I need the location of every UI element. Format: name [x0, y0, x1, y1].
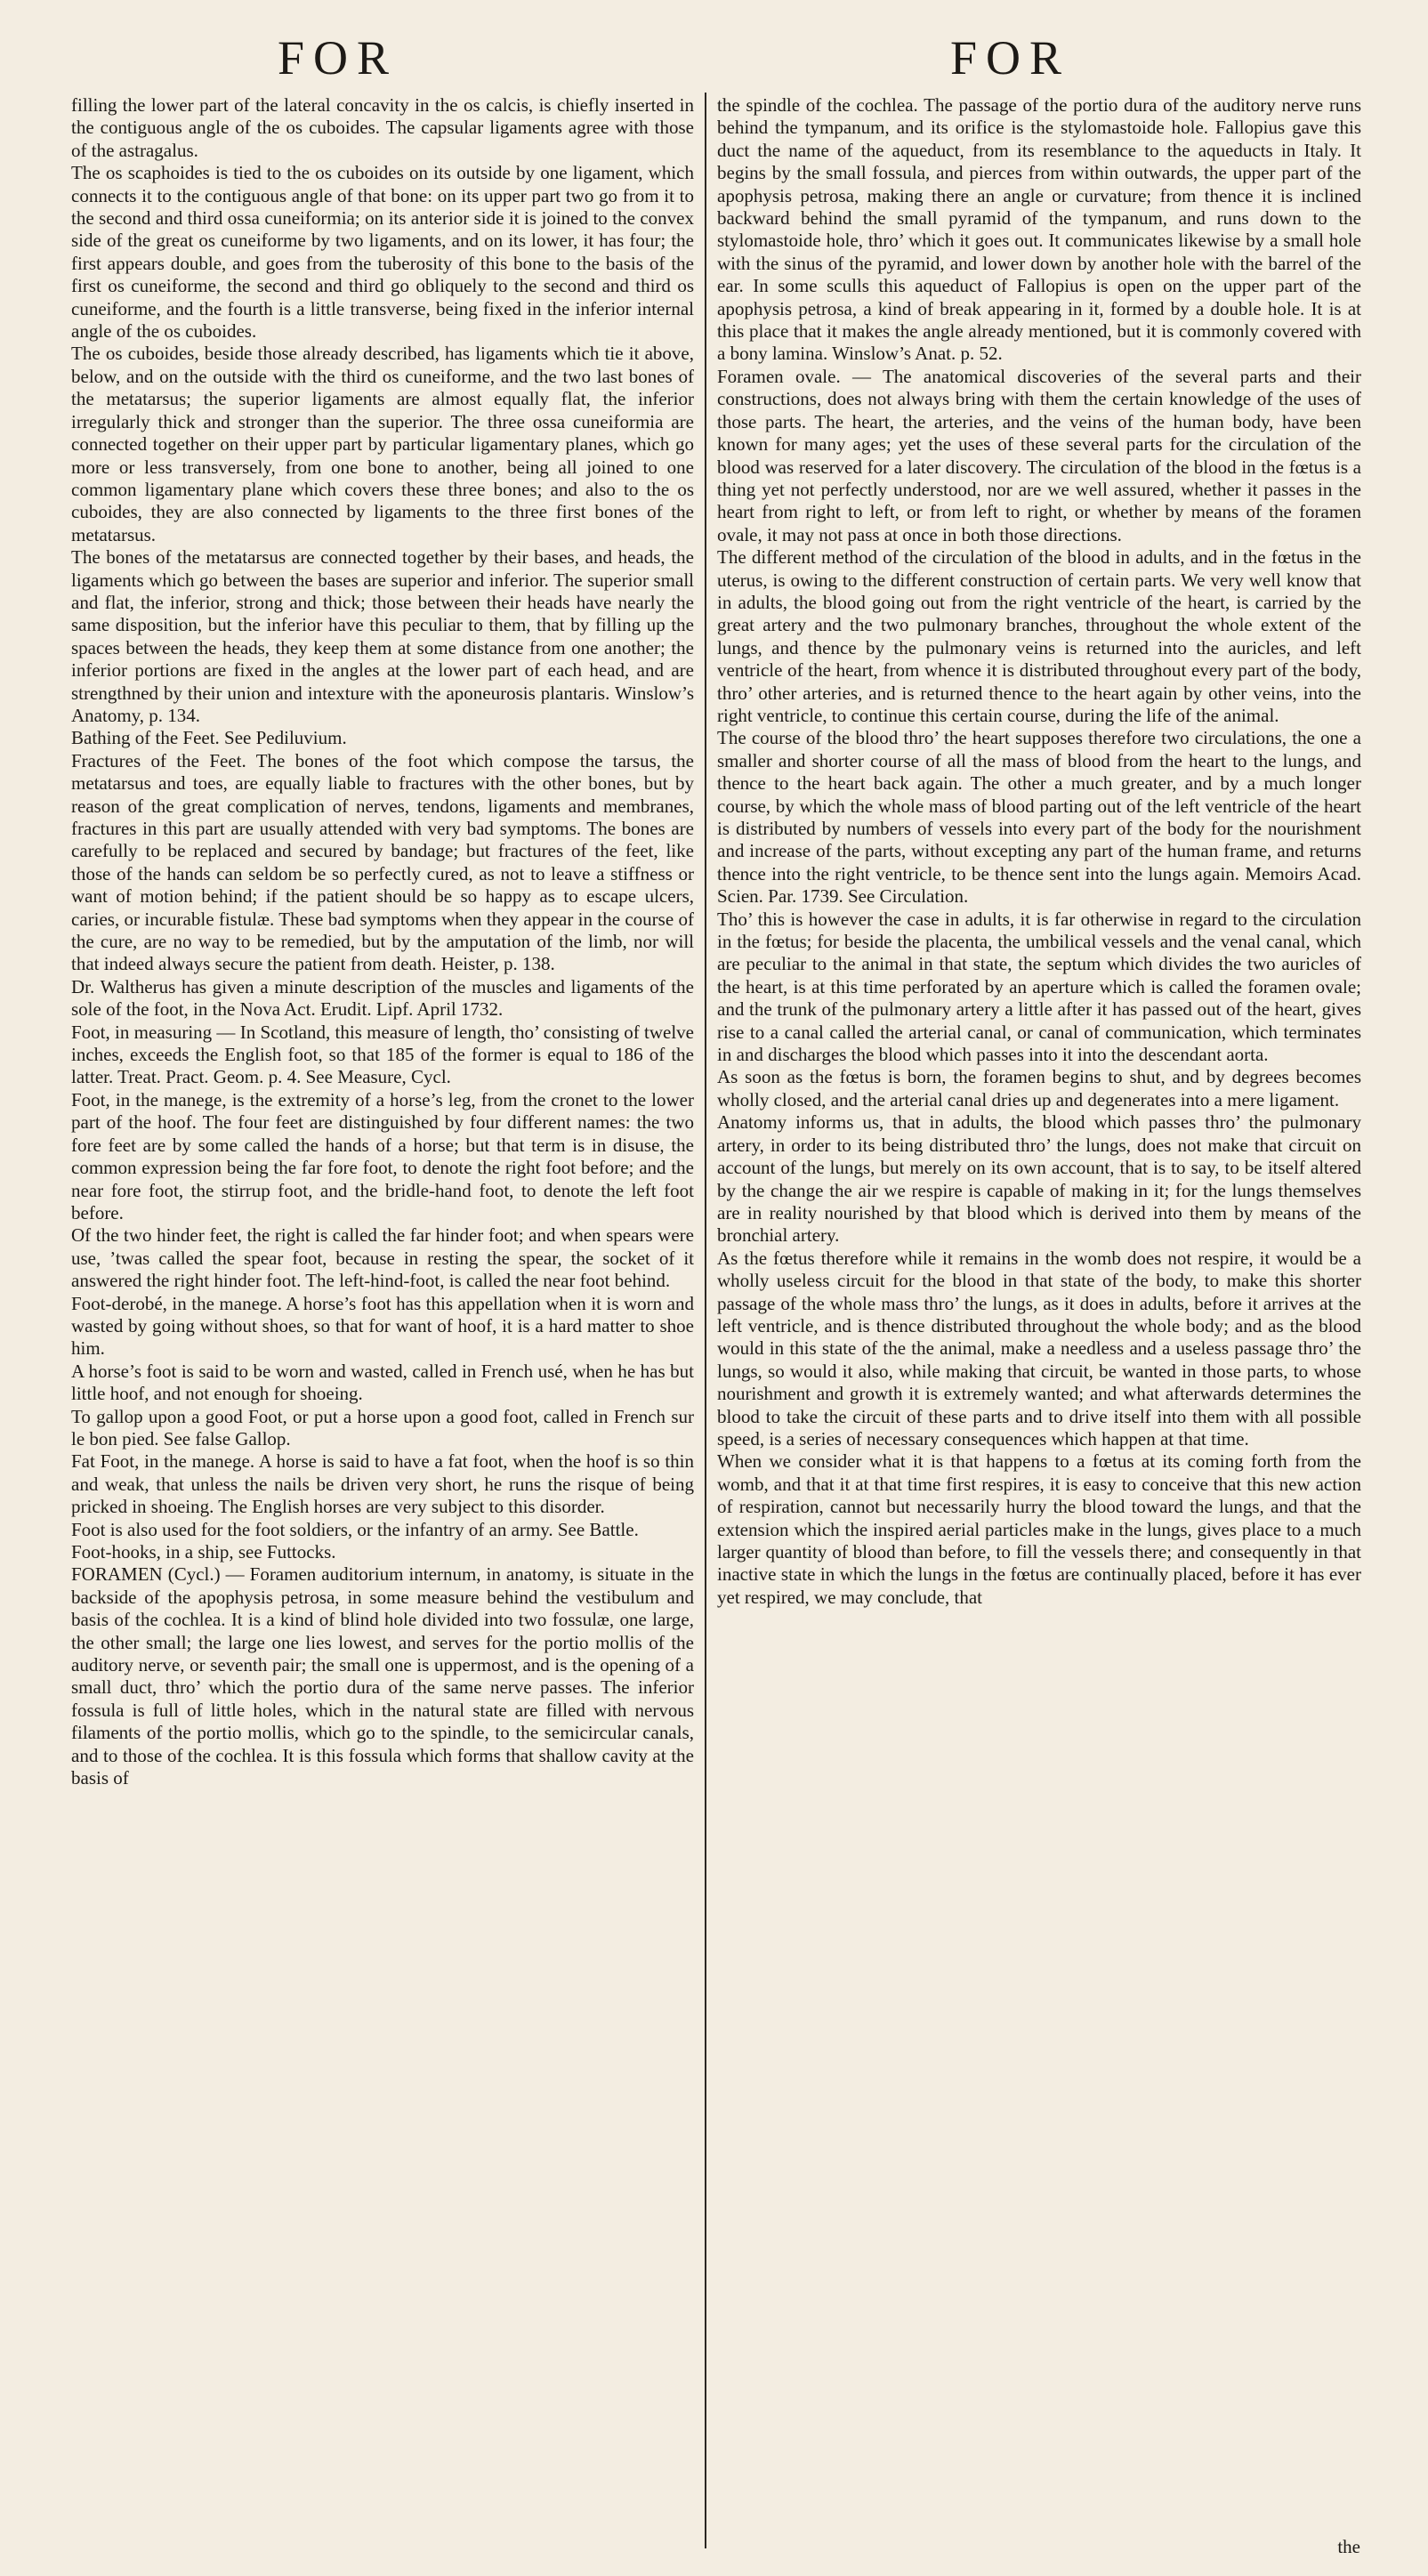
paragraph: Foot-derobé, in the manege. A horse’s foot has this appellation when it is worn and wasted by going without shoes, so that for want of hoof, it is a hard matter to shoe him. [71, 1292, 694, 1360]
catchword: the [1337, 2536, 1360, 2557]
paragraph: The different method of the circulation of the blood in adults, and in the fœtus in the uterus, is owing to the different construction of certain parts. We very well know that in adults, the blood going out from the right ventricle of the heart, is carried by the great artery and the two pulmonary branches, throughout the whole extent of the lungs, and thence by the pulmonary veins is returned into the auricles, and left ventricle of the heart, from whence it is distributed throughout every part of the body, thro’ other arteries, and is returned thence to the heart again by other veins, into the right ventricle, to continue this certain course, during the life of the animal. [717, 546, 1361, 726]
paragraph: A horse’s foot is said to be worn and wasted, called in French usé, when he has but little hoof, and not enough for shoeing. [71, 1360, 694, 1405]
paragraph: the spindle of the cochlea. The passage of the portio dura of the auditory nerve runs behind the tympanum, and its orifice is the stylomastoide hole. Fallopius gave this duct the name of the aqueduct, from its resemblance to the aqueducts in Italy. It begins by the small fossula, and pierces from within outwards, the upper part of the apophysis petrosa, making there an angle or curvature; from thence it is inclined backward behind the small pyramid of the tympanum, and runs down to the stylomastoide hole, thro’ which it goes out. It communicates likewise by a small hole with the sinus of the pyramid, and lower down by another hole with the barrel of the ear. In some sculls this aqueduct of Fallopius is open on the upper part of the apophysis petrosa, a kind of break appearing in it, formed by a double hole. It is at this place that it makes the angle already mentioned, but it is commonly covered with a bony lamina. Winslow’s Anat. p. 52. [717, 94, 1361, 365]
paragraph: Foot, in measuring — In Scotland, this measure of length, tho’ consisting of twelve inches, exceeds the English foot, so that 185 of the former is equal to 186 of the latter. Treat. Pract. Geom. p. 4. See Measure, Cycl. [71, 1021, 694, 1088]
paragraph: Dr. Waltherus has given a minute description of the muscles and ligaments of the sole of the foot, in the Nova Act. Erudit. Lipf. April 1732. [71, 975, 694, 1021]
right-column [717, 94, 1361, 2559]
paragraph: The os cuboides, beside those already described, has ligaments which tie it above, below, and on the outside with the third os cuneiforme, and the two last bones of the metatarsus; the superior ligaments are almost equally flat, the inferior irregularly thick and stronger than the superior. The three ossa cuneiformia are connected together on their upper part by particular ligamentary planes, which go more or less transversely, from one bone to another, being all joined to one common ligamentary plane which covers these three bones; and also to the os cuboides, they are also connected by ligaments to the three first bones of the metatarsus. [71, 343, 694, 545]
paragraph: The os scaphoides is tied to the os cuboides on its outside by one ligament, which connects it to the contiguous angle of that bone: on its upper part two go from it to the second and third ossa cuneiformia; on its anterior side it is joined to the convex side of the great os cuneiforme by two ligaments, and on its lower, it has four; the first appears double, and goes from the tuberosity of this bone to the basis of the first os cuneiforme, the second and third go obliquely to the second and third os cuneiforme, and the fourth is a little transverse, being fixed in the inferior internal angle of the os cuboides. [71, 162, 694, 343]
paragraph: When we consider what it is that happens to a fœtus at its coming forth from the womb, and that it at that time first respires, it is easy to conceive that this new action of respiration, cannot but necessarily hurry the blood toward the lungs, and that the extension which the inspired aerial particles make in the lungs, gives place to a much larger quantity of blood than before, to fill the vessels there; and consequently in that inactive state in which the lungs in the fœtus are continually placed, before it has ever yet respired, we may conclude, that [717, 1450, 1361, 1608]
paragraph: Tho’ this is however the case in adults, it is far otherwise in regard to the circulation in the fœtus; for beside the placenta, the umbilical vessels and the venal canal, which are peculiar to the animal in that state, the septum which divides the two auricles of the heart, is at this time perforated by an aperture which is called the foramen ovale; and the trunk of the pulmonary artery a little after it has passed out of the heart, gives rise to a canal called the arterial canal, or canal of communication, which terminates in and discharges the blood which passes into it into the descendant aorta. [717, 908, 1361, 1066]
paragraph: Foot is also used for the foot soldiers, or the infantry of an army. See Battle. [71, 1518, 639, 1540]
paragraph: The course of the blood thro’ the heart supposes therefore two circulations, the one a smaller and shorter course of all the mass of blood from the heart to the lungs, and thence to the heart back again. The other a much greater, and by a much longer course, by which the whole mass of blood parting out of the left ventricle of the heart is distributed by numbers of vessels into every part of the body for the nourishment and increase of the parts, without excepting any part of the human frame, and returns thence into the right ventricle, to be thence sent into the lungs again. Memoirs Acad. Scien. Par. 1739. See Circulation. [717, 727, 1361, 908]
paragraph: As the fœtus therefore while it remains in the womb does not respire, it would be a wholly useless circuit for the blood in that state of the body, to make this shorter passage of the whole mass thro’ the lungs, as it does in adults, before it arrives at the left ventricle, and is thence distributed throughout the whole body; and as the blood would in this state of the the animal, make a needless and a useless passage thro’ the lungs, so would it also, while making that circuit, be wanted in those parts, to whose nourishment and growth it is extremely wanted; and what afterwards determines the blood to take the circuit of these parts and to drive itself into them with all possible speed, is a series of necessary consequences which happen at that time. [717, 1247, 1361, 1450]
paragraph: Foot, in the manege, is the extremity of a horse’s leg, from the cronet to the lower part of the hoof. The four feet are distinguished by four different names: the two fore feet are by some called the hands of a horse; but that term is in disuse, the common expression being the far fore foot, to denote the right foot before; and the near fore foot, the stirrup foot, and the bridle-hand foot, to denote the left foot before. [71, 1088, 694, 1223]
running-head-left: FOR [278, 31, 399, 85]
paragraph: Fractures of the Feet. The bones of the foot which compose the tarsus, the metatarsus and toes, are equally liable to fractures with the other bones, but by reason of the great complication of nerves, tendons, ligaments and membranes, fractures in this part are usually attended with very bad symptoms. The bones are carefully to be replaced and secured by bandage; but fractures of the feet, like those of the hands can seldom be so perfectly cured, as not to leave a stiffness or want of motion behind; if the patient should be so happy as to escape ulcers, caries, or incurable fistulæ. These bad symptoms when they appear in the course of the cure, are no way to be remedied, but by the amputation of the limb, nor will that indeed always secure the patient from death. Heister, p. 138. [71, 749, 694, 975]
paragraph: Foramen ovale. — The anatomical discoveries of the several parts and their constructions, does not always bring with them the certain knowledge of the uses of those parts. The heart, the arteries, and the veins of the human body, have been known for many ages; yet the uses of these several parts for the circulation of the blood was reserved for a later discovery. The circulation of the blood in the fœtus is a thing yet not perfectly understood, nor are we well assured, whether it passes in the heart from right to left, or from left to right, or whether by means of the foramen ovale, it may not pass at once in both those directions. [717, 365, 1361, 545]
left-column [71, 94, 694, 2559]
running-head-right: FOR [950, 31, 1071, 85]
paragraph: Foot-hooks, in a ship, see Futtocks. [71, 1541, 336, 1563]
paragraph: The bones of the metatarsus are connected together by their bases, and heads, the ligaments which go between the bases are superior and inferior. The superior small and flat, the inferior, strong and thick; those between their heads have nearly the same disposition, but the inferior have this peculiar to them, that by filling up the spaces between the heads, they keep them at some distance from one another; the inferior portions are fixed in the angles at the lower part of each head, and are strengthned by their union and intexture with the aponeurosis plantaris. Winslow’s Anatomy, p. 134. [71, 546, 694, 726]
paragraph: To gallop upon a good Foot, or put a horse upon a good foot, called in French sur le bon pied. See false Gallop. [71, 1405, 694, 1450]
paragraph: Fat Foot, in the manege. A horse is said to have a fat foot, when the hoof is so thin and weak, that unless the nails be driven very short, he runs the risque of being pricked in shoeing. The English horses are very subject to this disorder. [71, 1450, 694, 1518]
paragraph: filling the lower part of the lateral concavity in the os calcis, is chiefly inserted in the contiguous angle of the os cuboides. The capsular ligaments agree with those of the astragalus. [71, 94, 694, 161]
paragraph: FORAMEN (Cycl.) — Foramen auditorium internum, in anatomy, is situate in the backside of the apophysis petrosa, in some measure behind the vestibulum and basis of the cochlea. It is a kind of blind hole divided into two fossulæ, one large, the other small; the large one lies lowest, and serves for the portio mollis of the auditory nerve, or seventh pair; the small one is uppermost, and is the opening of a small duct, thro’ which the portio dura of the same nerve passes. The inferior fossula is full of little holes, which in the natural state are filled with nervous filaments of the portio mollis, which go to the spindle, to the semicircular canals, and to those of the cochlea. It is this fossula which forms that shallow cavity at the basis of [71, 1563, 694, 1789]
column-divider [705, 93, 706, 2548]
paragraph: Of the two hinder feet, the right is called the far hinder foot; and when spears were use, ’twas called the spear foot, because in resting the spear, the socket of it answered the right hinder foot. The left-hind-foot, is called the near foot behind. [71, 1224, 694, 1292]
paragraph: As soon as the fœtus is born, the foramen begins to shut, and by degrees becomes wholly closed, and the arterial canal dries up and degenerates into a mere ligament. [717, 1066, 1361, 1110]
paragraph: Bathing of the Feet. See Pediluvium. [71, 727, 347, 749]
paragraph: Anatomy informs us, that in adults, the blood which passes thro’ the pulmonary artery, in order to its being distributed thro’ the lungs, does not make that circuit on account of the lungs, but merely on its own account, that is to say, to be itself altered by the change the air we respire is capable of making in it; for the lungs themselves are in reality nourished by that blood which is derived into them by means of the bronchial artery. [717, 1111, 1361, 1247]
